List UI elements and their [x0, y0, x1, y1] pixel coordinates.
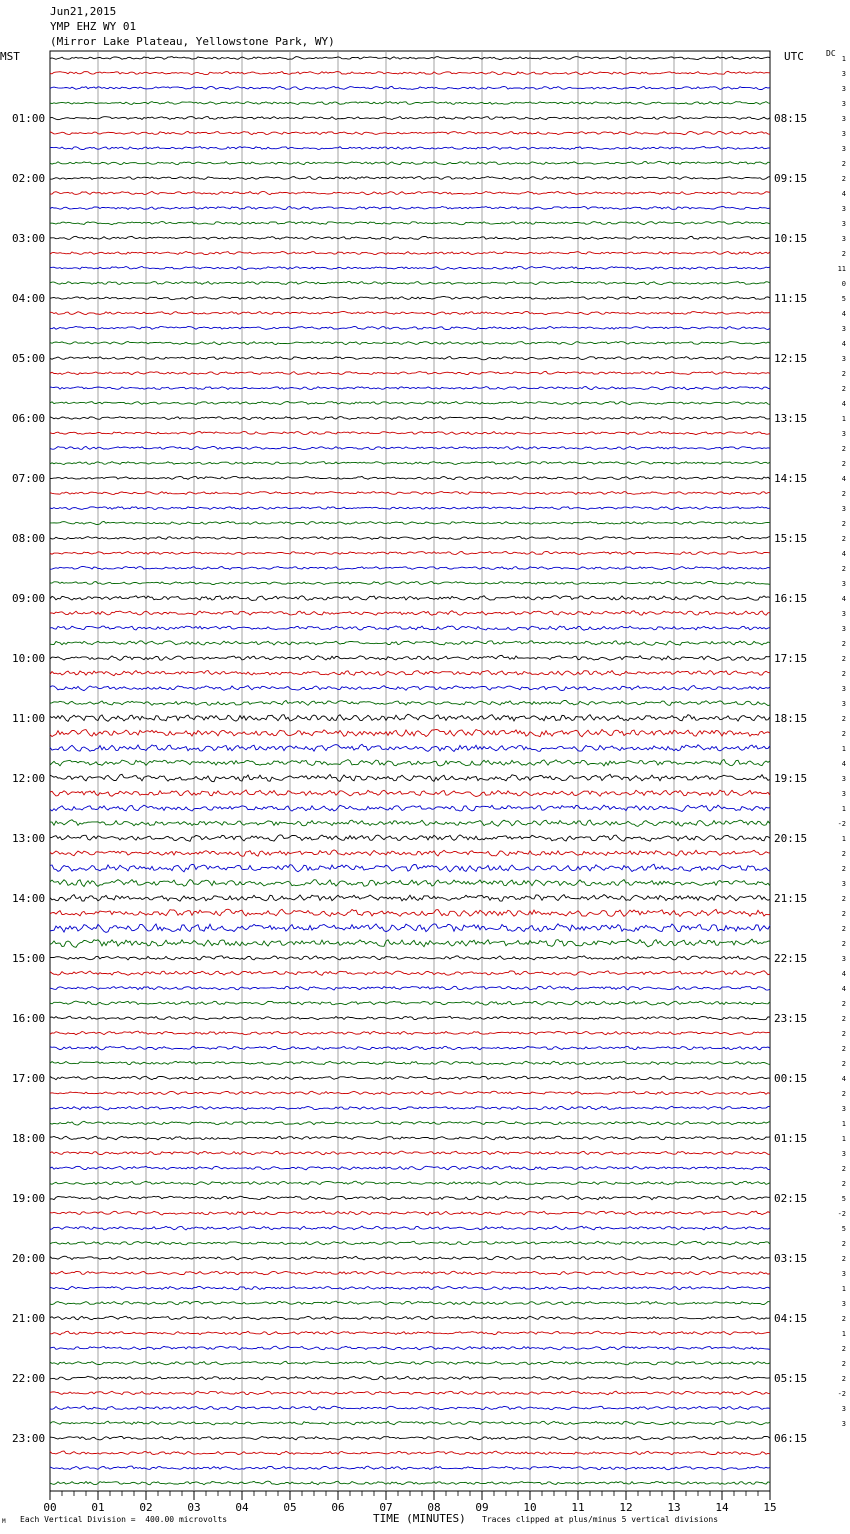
dc-value: 3: [841, 1420, 846, 1428]
left-hour-label: 02:00: [12, 172, 46, 185]
trace-row: [50, 774, 770, 781]
trace-row: [50, 1361, 770, 1365]
dc-value: -2: [837, 1210, 846, 1218]
trace-row: [50, 1151, 770, 1155]
dc-value: 3: [841, 430, 846, 438]
chart-title-location: (Mirror Lake Plateau, Yellowstone Park, WY): [50, 35, 335, 48]
dc-value: 3: [841, 325, 846, 333]
dc-value: 3: [841, 1300, 846, 1308]
dc-value: 2: [841, 1165, 846, 1173]
dc-value: 1: [841, 1285, 846, 1293]
x-axis-title: TIME (MINUTES): [373, 1512, 466, 1525]
trace-row: [50, 117, 770, 120]
trace-row: [50, 1001, 770, 1005]
dc-value: 2: [841, 1375, 846, 1383]
dc-value: 2: [841, 1345, 846, 1353]
dc-value: 3: [841, 775, 846, 783]
x-tick-label: 09: [475, 1501, 489, 1514]
right-hour-label: 20:15: [774, 832, 808, 845]
trace-row: [50, 267, 770, 270]
trace-row: [50, 1421, 770, 1425]
dc-value: 1: [841, 835, 846, 843]
dc-value: 2: [841, 1015, 846, 1023]
trace-row: [50, 177, 770, 180]
right-hour-label: 17:15: [774, 652, 808, 665]
left-hour-label: 19:00: [12, 1192, 46, 1205]
dc-value: 4: [841, 310, 846, 318]
trace-row: [50, 371, 770, 374]
left-hour-label: 13:00: [12, 832, 46, 845]
chart-title-date: Jun21,2015: [50, 5, 117, 18]
dc-value: 2: [841, 385, 846, 393]
trace-row: [50, 1076, 770, 1080]
x-tick-label: 00: [43, 1501, 57, 1514]
trace-row: [50, 1196, 770, 1200]
trace-row: [50, 626, 770, 630]
trace-row: [50, 850, 770, 856]
left-hour-label: 14:00: [12, 892, 46, 905]
trace-row: [50, 671, 770, 676]
trace-row: [50, 1316, 770, 1320]
dc-value: 4: [841, 985, 846, 993]
left-timezone-label: MST: [0, 50, 20, 63]
trace-row: [50, 222, 770, 225]
right-hour-label: 01:15: [774, 1132, 808, 1145]
dc-value: 2: [841, 925, 846, 933]
dc-value: 2: [841, 520, 846, 528]
trace-row: [50, 327, 770, 330]
dc-value: 2: [841, 1360, 846, 1368]
x-tick-label: 14: [715, 1501, 729, 1514]
trace-row: [50, 57, 770, 60]
dc-value: 3: [841, 85, 846, 93]
left-hour-label: 17:00: [12, 1072, 46, 1085]
dc-value: 1: [841, 1330, 846, 1338]
dc-value: 2: [841, 1000, 846, 1008]
trace-row: [50, 909, 770, 916]
dc-value: 3: [841, 700, 846, 708]
dc-value: 2: [841, 910, 846, 918]
scale-mark: M: [2, 1518, 6, 1525]
dc-value: 4: [841, 970, 846, 978]
dc-value: 2: [841, 1255, 846, 1263]
dc-value: 4: [841, 400, 846, 408]
trace-row: [50, 880, 770, 887]
left-hour-label: 23:00: [12, 1432, 46, 1445]
right-hour-label: 23:15: [774, 1012, 808, 1025]
trace-row: [50, 521, 770, 524]
left-hour-label: 08:00: [12, 532, 46, 545]
trace-row: [50, 71, 770, 74]
x-tick-label: 01: [91, 1501, 105, 1514]
trace-row: [50, 1481, 770, 1485]
trace-row: [50, 147, 770, 150]
left-hour-label: 09:00: [12, 592, 46, 605]
trace-row: [50, 1106, 770, 1110]
trace-row: [50, 596, 770, 601]
right-hour-label: 08:15: [774, 112, 808, 125]
trace-row: [50, 1136, 770, 1140]
dc-value: 3: [841, 1405, 846, 1413]
dc-label: DC: [826, 49, 836, 58]
trace-row: [50, 864, 770, 872]
trace-row: [50, 552, 770, 555]
trace-row: [50, 191, 770, 194]
dc-value: 2: [841, 1090, 846, 1098]
right-hour-label: 03:15: [774, 1252, 808, 1265]
trace-row: [50, 206, 770, 209]
left-hour-label: 18:00: [12, 1132, 46, 1145]
dc-value: 3: [841, 625, 846, 633]
dc-value: 2: [841, 895, 846, 903]
trace-row: [50, 939, 770, 947]
trace-row: [50, 1256, 770, 1260]
dc-value: 5: [841, 295, 846, 303]
dc-value: 4: [841, 595, 846, 603]
trace-row: [50, 252, 770, 255]
trace-row: [50, 1286, 770, 1289]
left-hour-label: 16:00: [12, 1012, 46, 1025]
dc-value: 4: [841, 340, 846, 348]
dc-value: 3: [841, 610, 846, 618]
trace-row: [50, 1376, 770, 1380]
dc-value: 2: [841, 1045, 846, 1053]
trace-row: [50, 1166, 770, 1170]
trace-row: [50, 387, 770, 390]
x-tick-label: 05: [283, 1501, 297, 1514]
right-hour-label: 06:15: [774, 1432, 808, 1445]
dc-value: 2: [841, 460, 846, 468]
trace-row: [50, 1241, 770, 1245]
x-tick-label: 12: [619, 1501, 633, 1514]
dc-value: -2: [837, 820, 846, 828]
left-hour-label: 15:00: [12, 952, 46, 965]
trace-row: [50, 312, 770, 315]
trace-row: [50, 462, 770, 465]
dc-value: 3: [841, 1150, 846, 1158]
dc-value: 3: [841, 100, 846, 108]
right-hour-label: 22:15: [774, 952, 808, 965]
right-hour-label: 19:15: [774, 772, 808, 785]
dc-value: 2: [841, 640, 846, 648]
dc-value: 2: [841, 655, 846, 663]
left-hour-label: 04:00: [12, 292, 46, 305]
dc-value: 2: [841, 160, 846, 168]
dc-value: 1: [841, 55, 846, 63]
x-tick-label: 08: [427, 1501, 441, 1514]
dc-value: 11: [837, 265, 846, 273]
trace-row: [50, 1016, 770, 1020]
dc-value: 1: [841, 1135, 846, 1143]
dc-value: 4: [841, 1075, 846, 1083]
right-hour-label: 13:15: [774, 412, 808, 425]
trace-row: [50, 805, 770, 811]
trace-row: [50, 1301, 770, 1305]
right-timezone-label: UTC: [784, 50, 804, 63]
trace-row: [50, 536, 770, 539]
trace-row: [50, 1466, 770, 1470]
dc-value: -2: [837, 1390, 846, 1398]
trace-row: [50, 1331, 770, 1335]
trace-row: [50, 131, 770, 134]
trace-row: [50, 402, 770, 405]
dc-value: 3: [841, 880, 846, 888]
dc-value: 3: [841, 130, 846, 138]
dc-value: 2: [841, 535, 846, 543]
trace-row: [50, 971, 770, 976]
x-tick-label: 02: [139, 1501, 153, 1514]
trace-row: [50, 956, 770, 960]
trace-row: [50, 641, 770, 646]
right-hour-label: 11:15: [774, 292, 808, 305]
trace-row: [50, 357, 770, 360]
dc-value: 3: [841, 355, 846, 363]
dc-value: 3: [841, 145, 846, 153]
dc-value: 2: [841, 370, 846, 378]
dc-value: 2: [841, 175, 846, 183]
trace-row: [50, 1436, 770, 1440]
left-hour-label: 03:00: [12, 232, 46, 245]
dc-value: 2: [841, 490, 846, 498]
dc-value: 4: [841, 190, 846, 198]
trace-row: [50, 986, 770, 990]
trace-row: [50, 281, 770, 284]
dc-value: 4: [841, 760, 846, 768]
x-tick-label: 13: [667, 1501, 681, 1514]
trace-row: [50, 835, 770, 842]
trace-row: [50, 431, 770, 434]
right-hour-label: 12:15: [774, 352, 808, 365]
dc-value: 3: [841, 70, 846, 78]
trace-row: [50, 492, 770, 495]
dc-value: 5: [841, 1225, 846, 1233]
x-tick-label: 15: [763, 1501, 777, 1514]
trace-row: [50, 296, 770, 299]
x-tick-label: 11: [571, 1501, 585, 1514]
trace-row: [50, 820, 770, 827]
trace-row: [50, 581, 770, 584]
x-tick-label: 06: [331, 1501, 345, 1514]
trace-row: [50, 161, 770, 164]
trace-row: [50, 86, 770, 89]
left-hour-label: 22:00: [12, 1372, 46, 1385]
dc-value: 2: [841, 1315, 846, 1323]
right-hour-label: 09:15: [774, 172, 808, 185]
trace-row: [50, 507, 770, 510]
left-hour-label: 12:00: [12, 772, 46, 785]
trace-row: [50, 1181, 770, 1185]
dc-value: 4: [841, 550, 846, 558]
dc-value: 2: [841, 445, 846, 453]
dc-value: 3: [841, 955, 846, 963]
dc-value: 5: [841, 1195, 846, 1203]
dc-value: 3: [841, 580, 846, 588]
dc-value: 2: [841, 715, 846, 723]
trace-row: [50, 1406, 770, 1410]
dc-value: 0: [841, 280, 846, 288]
dc-value: 2: [841, 1060, 846, 1068]
scale-note: Each Vertical Division = 400.00 microvolts: [20, 1515, 228, 1524]
trace-row: [50, 790, 770, 797]
dc-value: 2: [841, 940, 846, 948]
dc-value: 1: [841, 1120, 846, 1128]
right-hour-label: 05:15: [774, 1372, 808, 1385]
left-hour-label: 05:00: [12, 352, 46, 365]
trace-row: [50, 714, 770, 721]
trace-row: [50, 1046, 770, 1050]
dc-value: 2: [841, 730, 846, 738]
right-hour-label: 04:15: [774, 1312, 808, 1325]
dc-value: 2: [841, 1030, 846, 1038]
dc-value: 2: [841, 1240, 846, 1248]
trace-row: [50, 655, 770, 660]
trace-row: [50, 476, 770, 479]
trace-row: [50, 730, 770, 737]
dc-value: 3: [841, 1105, 846, 1113]
dc-value: 3: [841, 505, 846, 513]
chart-title-station: YMP EHZ WY 01: [50, 20, 137, 33]
dc-value: 3: [841, 115, 846, 123]
right-hour-label: 16:15: [774, 592, 808, 605]
trace-row: [50, 417, 770, 420]
dc-value: 3: [841, 790, 846, 798]
left-hour-label: 20:00: [12, 1252, 46, 1265]
left-hour-label: 07:00: [12, 472, 46, 485]
trace-row: [50, 1226, 770, 1230]
trace-row: [50, 446, 770, 449]
dc-value: 2: [841, 250, 846, 258]
dc-value: 3: [841, 205, 846, 213]
x-tick-label: 03: [187, 1501, 201, 1514]
trace-row: [50, 686, 770, 691]
dc-value: 1: [841, 745, 846, 753]
dc-value: 4: [841, 475, 846, 483]
dc-value: 2: [841, 865, 846, 873]
left-hour-label: 10:00: [12, 652, 46, 665]
trace-row: [50, 760, 770, 766]
clip-note: Traces clipped at plus/minus 5 vertical divisions: [482, 1515, 719, 1524]
dc-value: 1: [841, 805, 846, 813]
trace-row: [50, 1346, 770, 1350]
dc-value: 2: [841, 565, 846, 573]
trace-row: [50, 1451, 770, 1455]
x-tick-label: 04: [235, 1501, 249, 1514]
right-hour-label: 14:15: [774, 472, 808, 485]
right-hour-label: 02:15: [774, 1192, 808, 1205]
dc-value: 2: [841, 1180, 846, 1188]
trace-row: [50, 924, 770, 933]
trace-row: [50, 1391, 770, 1395]
right-hour-label: 10:15: [774, 232, 808, 245]
right-hour-label: 21:15: [774, 892, 808, 905]
dc-value: 3: [841, 220, 846, 228]
trace-row: [50, 1061, 770, 1065]
right-hour-label: 00:15: [774, 1072, 808, 1085]
trace-row: [50, 611, 770, 616]
dc-value: 2: [841, 850, 846, 858]
dc-value: 3: [841, 1270, 846, 1278]
right-hour-label: 18:15: [774, 712, 808, 725]
dc-value: 1: [841, 415, 846, 423]
trace-row: [50, 1211, 770, 1215]
x-tick-label: 07: [379, 1501, 393, 1514]
right-hour-label: 15:15: [774, 532, 808, 545]
trace-row: [50, 1121, 770, 1125]
dc-value: 3: [841, 235, 846, 243]
dc-value: 3: [841, 685, 846, 693]
trace-row: [50, 342, 770, 345]
dc-value: 2: [841, 670, 846, 678]
left-hour-label: 21:00: [12, 1312, 46, 1325]
trace-row: [50, 236, 770, 239]
trace-row: [50, 1031, 770, 1035]
trace-row: [50, 744, 770, 751]
trace-row: [50, 102, 770, 105]
trace-row: [50, 701, 770, 706]
left-hour-label: 11:00: [12, 712, 46, 725]
left-hour-label: 01:00: [12, 112, 46, 125]
trace-row: [50, 566, 770, 569]
trace-row: [50, 895, 770, 902]
x-tick-label: 10: [523, 1501, 537, 1514]
trace-row: [50, 1091, 770, 1094]
trace-row: [50, 1271, 770, 1275]
left-hour-label: 06:00: [12, 412, 46, 425]
